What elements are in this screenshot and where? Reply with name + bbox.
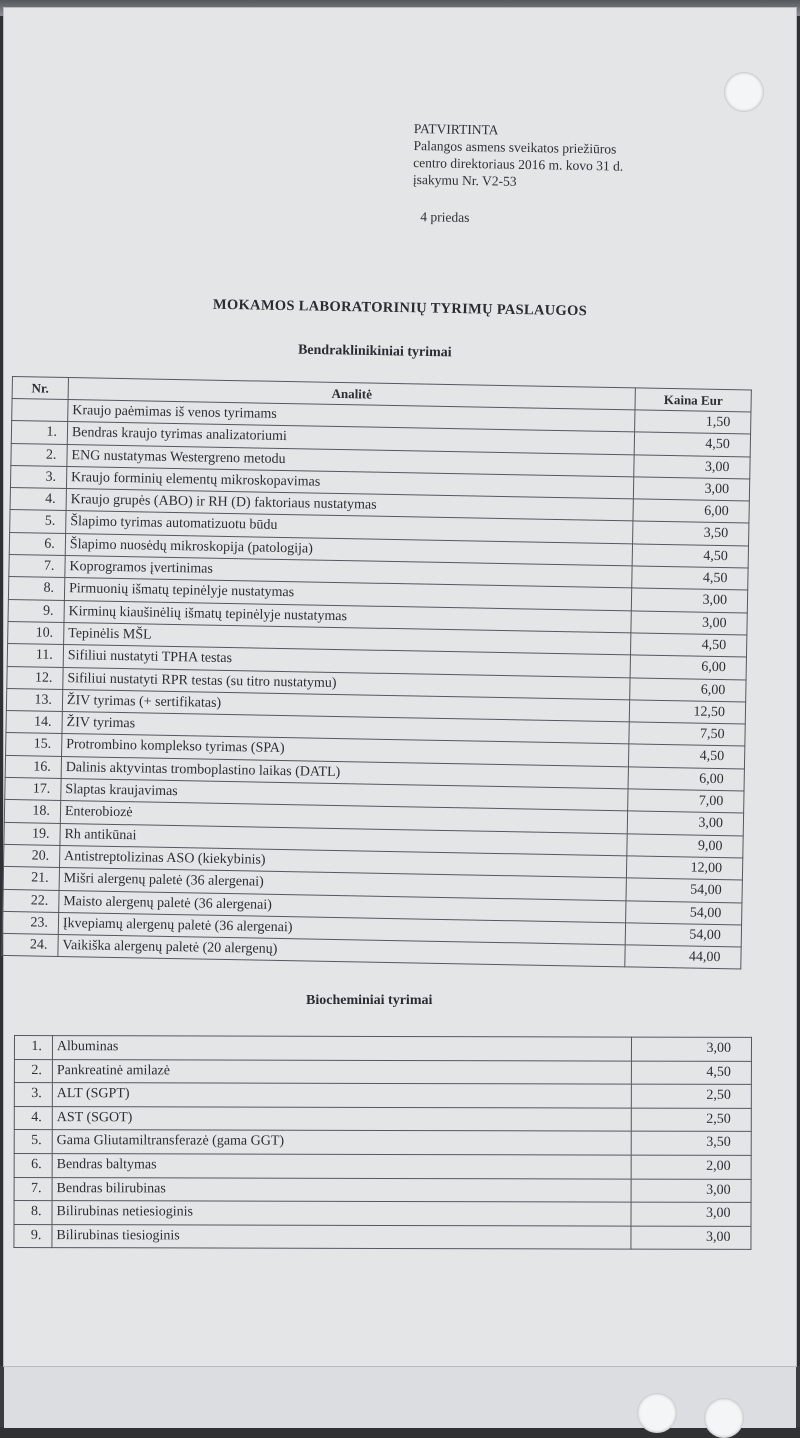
test-price: 12,50 [629, 700, 745, 724]
row-number: 7. [14, 1177, 52, 1201]
document-title: MOKAMOS LABORATORINIŲ TYRIMŲ PASLAUGOS [212, 296, 588, 320]
test-price: 6,00 [633, 499, 749, 523]
row-number: 12. [7, 666, 63, 689]
section-title-biochemical: Biocheminiai tyrimai [306, 993, 433, 1008]
row-number: 14. [6, 711, 62, 734]
test-price: 9,00 [627, 833, 743, 857]
row-number: 7. [9, 555, 65, 578]
test-name: Sifiliui nustatyti RPR testas (su titro nustatymu) [63, 667, 631, 700]
col-header-price: Kaina Eur [635, 388, 751, 412]
test-price: 4,50 [632, 566, 748, 590]
test-name: Rh antikūnai [60, 823, 628, 856]
general-tests-table [1, 376, 752, 970]
test-price: 7,50 [629, 722, 745, 746]
test-name: Vaikiška alergenų paletė (20 alergenų) [58, 935, 626, 968]
row-number: 1. [14, 1036, 52, 1060]
row-number: 2. [11, 443, 67, 466]
test-price: 4,50 [634, 432, 750, 456]
test-price: 3,00 [632, 1037, 752, 1061]
row-number: 6. [9, 532, 65, 555]
test-name: Pankreatinė amilazė [52, 1059, 631, 1084]
row-number: 15. [6, 733, 62, 756]
row-number: 19. [4, 822, 60, 845]
test-price: 54,00 [625, 923, 741, 947]
table-row [14, 1224, 751, 1250]
test-price: 4,50 [629, 744, 745, 768]
test-price: 2,00 [631, 1155, 751, 1179]
test-name: Kraujo paėmimas iš venos tyrimams [68, 400, 636, 433]
row-number: 4. [10, 488, 66, 511]
test-price: 54,00 [626, 878, 742, 902]
approval-line: įsakymu Nr. V2-53 [412, 171, 517, 189]
test-name: Gama Gliutamiltransferazė (gama GGT) [52, 1130, 631, 1155]
test-name: Koprogramos įvertinimas [65, 556, 633, 589]
test-name: Bendras baltymas [52, 1154, 631, 1179]
test-name: ŽIV tyrimas [62, 712, 630, 745]
test-price: 3,00 [631, 588, 747, 612]
test-price: 54,00 [626, 900, 742, 924]
row-number: 5. [10, 510, 66, 533]
test-name: Pirmuonių išmatų tepinėlyje nustatymas [64, 578, 632, 611]
table-row [14, 1201, 751, 1227]
row-number: 11. [7, 644, 63, 667]
punch-hole [724, 72, 764, 112]
test-price: 3,00 [631, 611, 747, 635]
test-name: Albuminas [52, 1036, 631, 1061]
test-price: 4,50 [631, 633, 747, 657]
punch-hole [637, 1393, 677, 1433]
biochemical-tests-table [13, 1035, 752, 1250]
row-number: 10. [8, 621, 64, 644]
test-name: Mišri alergenų paletė (36 alergenai) [59, 868, 627, 901]
row-number: 23. [2, 911, 58, 934]
test-name: Antistreptolizinas ASO (kiekybinis) [59, 845, 627, 878]
test-price: 7,00 [628, 789, 744, 813]
test-price: 1,50 [635, 410, 751, 434]
test-name: Bendras kraujo tyrimas analizatoriumi [67, 422, 635, 455]
test-name: ENG nustatymas Westergreno metodu [67, 444, 635, 477]
test-price: 44,00 [625, 945, 741, 969]
table-row [14, 1153, 751, 1179]
test-price: 6,00 [630, 655, 746, 679]
approved-label: PATVIRTINTA [413, 120, 499, 138]
row-number: 8. [14, 1201, 52, 1225]
test-name: Bendras bilirubinas [52, 1177, 631, 1202]
col-header-nr: Nr. [12, 377, 68, 400]
test-name: Kirminų kiaušinėlių išmatų tepinėlyje nustatymas [64, 600, 632, 633]
row-number: 18. [4, 800, 60, 823]
row-number [12, 399, 68, 422]
test-name: Bilirubinas netiesioginis [52, 1201, 631, 1226]
test-price: 4,50 [632, 544, 748, 568]
test-name: AST (SGOT) [52, 1106, 631, 1131]
approval-line: Palangos asmens sveikatos priežiūros [413, 137, 617, 157]
table-row [14, 1177, 751, 1203]
row-number: 9. [14, 1224, 52, 1248]
test-name: Enterobiozė [60, 801, 628, 834]
approval-line: centro direktoriaus 2016 m. kovo 31 d. [413, 154, 624, 174]
test-price: 3,00 [627, 811, 743, 835]
table-row [14, 1059, 751, 1085]
test-name: ŽIV tyrimas (+ sertifikatas) [62, 689, 630, 722]
test-name: Šlapimo nuosėdų mikroskopija (patologija) [65, 533, 633, 566]
test-price: 4,50 [632, 1061, 752, 1085]
table-row [14, 1083, 751, 1109]
test-price: 3,00 [631, 1226, 751, 1250]
row-number: 4. [14, 1106, 52, 1130]
test-name: Kraujo grupės (ABO) ir RH (D) faktoriaus nustatymas [66, 489, 634, 522]
section-title-general: Bendraklinikiniai tyrimai [297, 342, 452, 361]
attachment-label: 4 priedas [420, 209, 470, 225]
test-price: 3,00 [634, 455, 750, 479]
test-price: 3,00 [631, 1202, 751, 1226]
row-number: 8. [8, 577, 64, 600]
test-name: Sifiliui nustatyti TPHA testas [63, 645, 631, 678]
test-name: Šlapimo tyrimas automatizuotu būdu [66, 511, 634, 544]
test-name: ALT (SGPT) [52, 1083, 631, 1108]
approval-header [412, 120, 714, 230]
col-header-analyte: Analitė [68, 378, 636, 410]
row-number: 17. [5, 777, 61, 800]
test-price: 3,00 [633, 477, 749, 501]
test-price: 2,50 [631, 1084, 751, 1108]
test-name: Bilirubinas tiesioginis [52, 1224, 631, 1249]
row-number: 1. [11, 421, 67, 444]
row-number: 24. [2, 934, 58, 957]
test-price: 6,00 [628, 767, 744, 791]
test-price: 3,00 [631, 1179, 751, 1203]
test-price: 12,00 [627, 856, 743, 880]
row-number: 20. [4, 844, 60, 867]
test-name: Slaptas kraujavimas [61, 779, 629, 812]
row-number: 21. [3, 867, 59, 890]
test-name: Tepinėlis MŠL [64, 622, 632, 655]
test-name: Maisto alergenų paletė (36 alergenai) [59, 890, 627, 923]
row-number: 6. [14, 1153, 52, 1177]
test-price: 3,50 [633, 521, 749, 545]
row-number: 2. [14, 1059, 52, 1083]
punch-hole [704, 1398, 744, 1438]
table-row [14, 1106, 751, 1132]
test-name: Kraujo forminių elementų mikroskopavimas [66, 466, 634, 499]
row-number: 3. [14, 1083, 52, 1107]
test-name: Dalinis aktyvintas tromboplastino laikas (DATL) [61, 756, 629, 789]
test-name: Protrombino komplekso tyrimas (SPA) [61, 734, 629, 767]
table-row [14, 1036, 751, 1062]
row-number: 9. [8, 599, 64, 622]
row-number: 13. [6, 688, 62, 711]
test-name: Įkvepiamų alergenų paletė (36 alergenai) [58, 912, 626, 945]
test-price: 6,00 [630, 677, 746, 701]
test-price: 2,50 [631, 1108, 751, 1132]
test-price: 3,50 [631, 1131, 751, 1155]
row-number: 5. [14, 1130, 52, 1154]
row-number: 16. [5, 755, 61, 778]
table-row [14, 1130, 751, 1156]
row-number: 22. [3, 889, 59, 912]
row-number: 3. [10, 465, 66, 488]
